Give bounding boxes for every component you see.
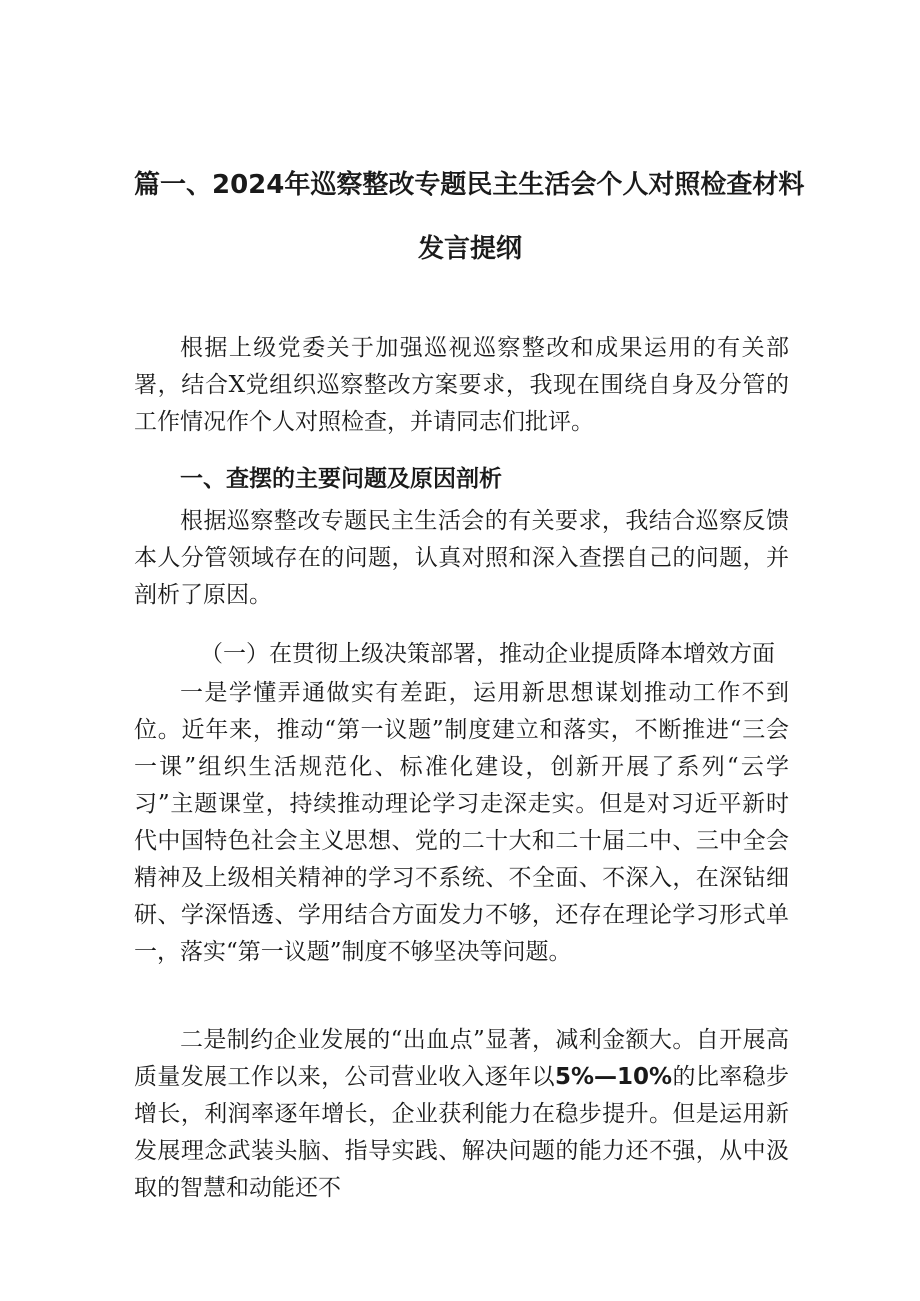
subsection-1-heading: （一）在贯彻上级决策部署，推动企业提质降本增效方面 — [200, 641, 775, 667]
point-1-text: 一是学懂弄通做实有差距，运用新思想谋划推动工作不到位。近年来，推动“第一议题”制度建立和落实，不断推进“三会一课”组织生活规范化、标准化建设，创新开展了系列“云学习”主题课堂，持续推动理论学习走深走实。但是对习近平新时代中国特色社会主义思想、党的二十大和二十届二中、三中全会精神及上级相关精神的学习不系统、不全面、不深入，在深钻细研、学深悟透、学用结合方面发力不够，还存在理论学习形式单一，落实“第一议题”制度不够坚决等问题。 — [134, 680, 789, 965]
point-2-text — [134, 1022, 789, 1207]
section-1-intro-paragraph — [134, 503, 789, 614]
growth-rate-range: 5%—10% — [554, 1064, 673, 1090]
document-title-line-1: 篇一、2024年巡察整改专题民主生活会个人对照检查材料 — [134, 170, 805, 200]
point-2-paragraph — [134, 1022, 789, 1207]
point-2-text-after: 的比率稳步增长，利润率逐年增长，企业获利能力在稳步提升。但是运用新发展理念武装头脑、指导实践、解决问题的能力还不强，从中汲取的智慧和动能还不 — [134, 1064, 790, 1201]
point-2-text-before: 二是制约企业发展的“出血点”显著，减利金额大。自开展高质量发展工作以来，公司营业收入逐年以 — [134, 1027, 789, 1090]
point-1-paragraph — [134, 675, 789, 971]
document-title-line-2: 发言提纲 — [418, 234, 523, 264]
intro-text: 根据上级党委关于加强巡视巡察整改和成果运用的有关部署，结合X党组织巡察整改方案要求，我现在围绕自身及分管的工作情况作个人对照检查，并请同志们批评。 — [134, 335, 789, 435]
section-1-heading: 一、查摆的主要问题及原因剖析 — [180, 466, 502, 492]
intro-paragraph — [134, 330, 789, 441]
section-1-intro-text: 根据巡察整改专题民主生活会的有关要求，我结合巡察反馈本人分管领域存在的问题，认真对照和深入查摆自己的问题，并剖析了原因。 — [134, 508, 789, 608]
